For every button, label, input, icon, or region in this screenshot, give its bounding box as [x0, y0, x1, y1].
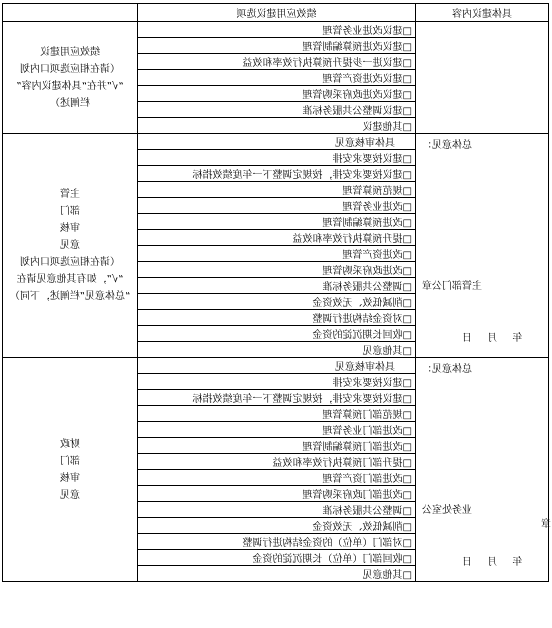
checkbox-icon[interactable]: □: [402, 42, 412, 53]
section3-label: [3, 358, 138, 582]
section1-option[interactable]: [138, 118, 416, 134]
section2-label-line: 意见: [60, 240, 80, 251]
checkbox-icon[interactable]: □: [402, 458, 412, 469]
section3-label-line: 审核: [60, 472, 80, 484]
option-text: 收回部门（单位）长期沉淀的资金: [252, 554, 403, 565]
option-text: 削减低效、无效资金: [312, 522, 403, 533]
section1-label-line: “√”并在“具体建议内容”: [16, 80, 124, 92]
option-text: 调整公共服务标准: [322, 282, 403, 293]
option-text: 改进预算编制管理: [322, 218, 403, 229]
seal-label: 主管部门公章: [422, 281, 482, 292]
section3-option[interactable]: [138, 374, 416, 390]
date-label: 年 月 日: [456, 333, 523, 344]
section1-row: [3, 22, 549, 38]
section3-label-line: 意见: [60, 489, 80, 501]
performance-application-form: [2, 3, 549, 582]
date-label: 年 月 日: [456, 557, 523, 568]
checkbox-icon[interactable]: □: [402, 218, 412, 229]
option-text: 建议改进业务管理: [322, 26, 403, 37]
section3-option[interactable]: [138, 422, 416, 438]
section1-label: [3, 22, 138, 134]
checkbox-icon[interactable]: □: [402, 90, 412, 101]
option-text: 其他意见: [362, 570, 403, 581]
section2-label-line: 审核: [60, 223, 80, 234]
option-text: 建议按要求安排: [332, 154, 403, 165]
seal-label: 业务处室公: [422, 505, 472, 516]
checkbox-icon[interactable]: □: [402, 570, 412, 581]
option-text: 建议改进政府采购管理: [302, 90, 403, 101]
section1-label-line: 绩效应用建议: [40, 46, 100, 58]
checkbox-icon[interactable]: □: [402, 474, 412, 485]
checkbox-icon[interactable]: □: [402, 314, 412, 325]
checkbox-icon[interactable]: □: [402, 202, 412, 213]
checkbox-icon[interactable]: □: [402, 170, 412, 181]
section2-option[interactable]: [138, 278, 416, 294]
checkbox-icon[interactable]: □: [402, 506, 412, 517]
section1-label-line: （请在相应选项口内划: [20, 63, 120, 75]
option-text: 其他意见: [362, 346, 403, 357]
option-text: 提升部门预算执行效率和效益: [272, 458, 403, 469]
checkbox-icon[interactable]: □: [402, 410, 412, 421]
checkbox-icon[interactable]: □: [402, 282, 412, 293]
option-text: 规范部门预算管理: [322, 410, 403, 421]
section2-summary-cell[interactable]: [416, 134, 549, 358]
section2-label: [3, 134, 138, 358]
checkbox-icon[interactable]: □: [402, 266, 412, 277]
option-text: 建议进一步提升预算执行效率和效益: [242, 58, 403, 69]
section3-option[interactable]: [138, 502, 416, 518]
summary-label: 总体意见：: [422, 140, 472, 151]
section3-option[interactable]: [138, 470, 416, 486]
option-text: 建议按要求安排，按规定调整下一年度绩效指标: [192, 170, 403, 181]
checkbox-icon[interactable]: □: [402, 26, 412, 37]
section3-option[interactable]: [138, 550, 416, 566]
section3-option[interactable]: [138, 566, 416, 582]
checkbox-icon[interactable]: □: [402, 154, 412, 165]
section3-option[interactable]: [138, 454, 416, 470]
checkbox-icon[interactable]: □: [402, 250, 412, 261]
checkbox-icon[interactable]: □: [402, 538, 412, 549]
section1-option[interactable]: [138, 22, 416, 38]
section2-label-line: （请在相应选项口内划: [20, 257, 120, 268]
section2-option[interactable]: [138, 166, 416, 182]
section2-opinion-header: 具体审核意见: [138, 134, 416, 150]
checkbox-icon[interactable]: □: [402, 298, 412, 309]
option-text: 改进部门政府采购管理: [302, 490, 403, 501]
header-row: [3, 4, 549, 22]
section2-label-line: “总体意见”栏阐述，下同）: [9, 291, 131, 302]
option-text: 建议改进资产管理: [322, 74, 403, 85]
option-text: 收回长期沉淀的资金: [312, 330, 403, 341]
summary-label: 总体意见：: [422, 364, 472, 375]
section1-option[interactable]: [138, 54, 416, 70]
section2-option[interactable]: [138, 198, 416, 214]
header-left: 具体建议内容: [416, 4, 549, 22]
section3-opinion-header: 具体审核意见: [138, 358, 416, 374]
checkbox-icon[interactable]: □: [402, 346, 412, 357]
checkbox-icon[interactable]: □: [402, 426, 412, 437]
section2-option[interactable]: [138, 182, 416, 198]
section2-row: [3, 134, 549, 150]
checkbox-icon[interactable]: □: [402, 330, 412, 341]
checkbox-icon[interactable]: □: [402, 106, 412, 117]
section1-label-line: 栏阐述）: [50, 97, 90, 109]
option-text: 削减低效、无效资金: [312, 298, 403, 309]
checkbox-icon[interactable]: □: [402, 490, 412, 501]
seal-label-tail: 章: [541, 519, 551, 530]
option-text: 对资金结构进行调整: [312, 314, 403, 325]
section3-option[interactable]: [138, 438, 416, 454]
section3-label-line: 财政: [60, 438, 80, 450]
section1-option[interactable]: [138, 70, 416, 86]
option-text: 规范预算管理: [342, 186, 403, 197]
section2-option[interactable]: [138, 310, 416, 326]
checkbox-icon[interactable]: □: [402, 186, 412, 197]
checkbox-icon[interactable]: □: [402, 74, 412, 85]
checkbox-icon[interactable]: □: [402, 122, 412, 133]
option-text: 改进资产管理: [342, 250, 403, 261]
section3-summary-cell[interactable]: [416, 358, 549, 582]
checkbox-icon[interactable]: □: [402, 442, 412, 453]
header-right: [3, 4, 138, 22]
section3-option[interactable]: [138, 390, 416, 406]
checkbox-icon[interactable]: □: [402, 522, 412, 533]
checkbox-icon[interactable]: □: [402, 394, 412, 405]
section3-label-line: 部门: [60, 455, 80, 467]
option-text: 建议改进预算编制管理: [302, 42, 403, 53]
option-text: 调整公共服务标准: [322, 506, 403, 517]
section3-option[interactable]: [138, 486, 416, 502]
checkbox-icon[interactable]: □: [402, 58, 412, 69]
section2-option[interactable]: [138, 262, 416, 278]
section2-option[interactable]: [138, 230, 416, 246]
option-text: 改进政府采购管理: [322, 266, 403, 277]
option-text: 改进业务管理: [342, 202, 403, 213]
option-text: 建议调整公共服务标准: [302, 106, 403, 117]
section1-option[interactable]: [138, 38, 416, 54]
option-text: 改进部门预算编制管理: [302, 442, 403, 453]
section1-option[interactable]: [138, 102, 416, 118]
option-text: 建议按要求安排: [332, 378, 403, 389]
section2-option[interactable]: [138, 214, 416, 230]
section2-label-line: 部门: [60, 206, 80, 217]
option-text: 建议按要求安排，按规定调整下一年度绩效指标: [192, 394, 403, 405]
option-text: 对部门（单位）的资金结构进行调整: [242, 538, 403, 549]
section3-option[interactable]: [138, 406, 416, 422]
section1-content-input[interactable]: [416, 22, 549, 134]
section2-option[interactable]: [138, 294, 416, 310]
section3-option[interactable]: [138, 518, 416, 534]
option-text: 改进部门资产管理: [322, 474, 403, 485]
checkbox-icon[interactable]: □: [402, 234, 412, 245]
checkbox-icon[interactable]: □: [402, 378, 412, 389]
option-text: 其他建议: [362, 122, 403, 133]
section2-option[interactable]: [138, 342, 416, 358]
section3-row: [3, 358, 549, 374]
option-text: 改进部门业务管理: [322, 426, 403, 437]
option-text: 提升预算执行效率和效益: [292, 234, 403, 245]
checkbox-icon[interactable]: □: [402, 554, 412, 565]
header-mid: 绩效应用建议选项: [138, 4, 416, 22]
section2-option[interactable]: [138, 150, 416, 166]
section3-option[interactable]: [138, 534, 416, 550]
section1-option[interactable]: [138, 86, 416, 102]
section2-option[interactable]: [138, 246, 416, 262]
section2-option[interactable]: [138, 326, 416, 342]
section2-label-line: 主管: [60, 189, 80, 200]
section2-label-line: “√”，如有其他意见请在: [16, 274, 124, 285]
